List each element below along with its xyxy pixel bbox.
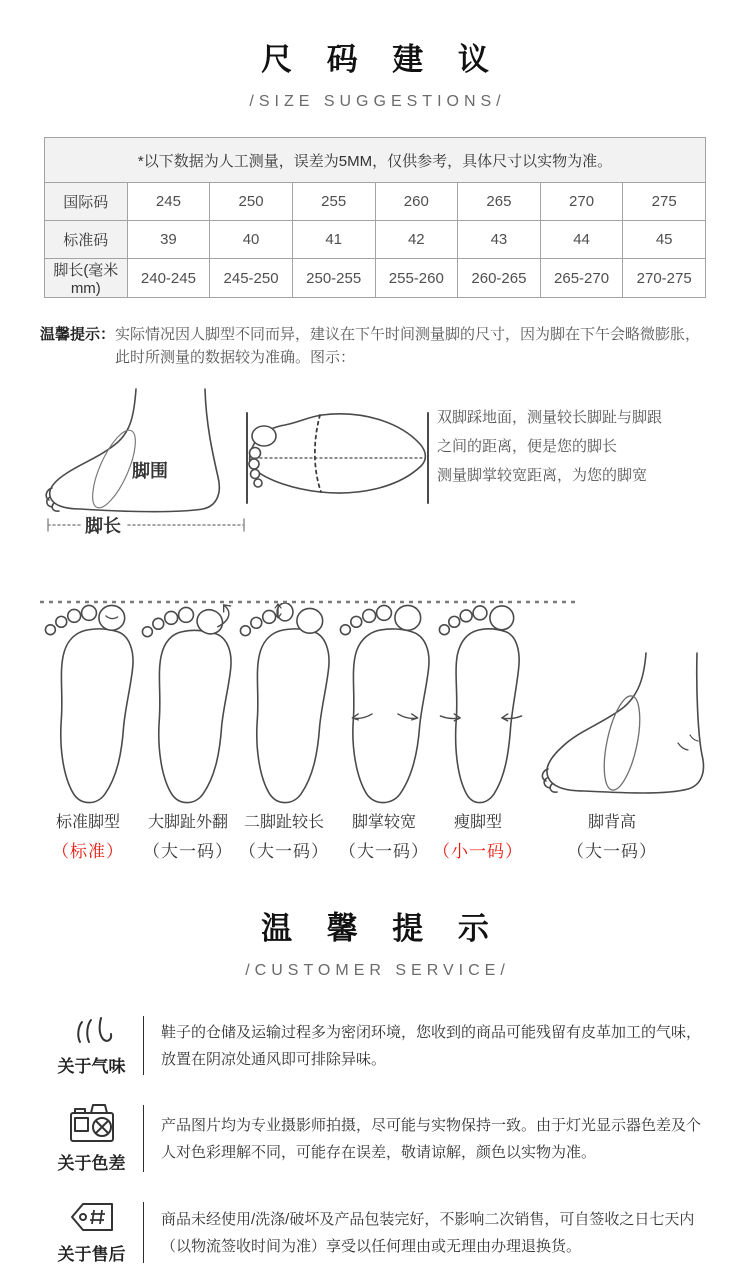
table-cell: 245 <box>127 183 210 221</box>
tip-label: 温馨提示： <box>40 326 116 343</box>
table-cell: 275 <box>623 183 706 221</box>
foot-side-measure-illustration <box>40 385 252 545</box>
foot-types-strip <box>0 593 750 867</box>
table-cell: 260-265 <box>458 259 541 298</box>
foot-type-advice: （小一码） <box>433 842 523 861</box>
service-item-color <box>40 1103 710 1174</box>
foot-type-advice: （大一码） <box>143 842 233 861</box>
table-cell: 43 <box>458 221 541 259</box>
table-cell: 260 <box>375 183 458 221</box>
measure-line-3: 测量脚掌较宽距离，为您的脚宽 <box>437 467 648 484</box>
service-item-aftersale <box>40 1200 710 1265</box>
service-items <box>40 1014 710 1265</box>
measure-instructions <box>437 403 662 490</box>
table-cell: 240-245 <box>127 259 210 298</box>
footprint-long-second-toe-illustration <box>234 603 338 813</box>
foot-type-advice: （大一码） <box>567 842 657 861</box>
service-item-icon-block <box>40 1200 143 1265</box>
row-label: 国际码 <box>45 183 128 221</box>
service-item-odor <box>40 1014 710 1077</box>
foot-type-name: 标准脚型 <box>55 814 120 831</box>
size-section-header <box>0 0 750 111</box>
foot-type-advice: （标准） <box>52 842 124 861</box>
service-item-label: 关于气味 <box>57 1057 126 1076</box>
foot-top-measure-illustration <box>240 401 435 521</box>
table-cell: 44 <box>540 221 623 259</box>
footprint-standard-illustration <box>38 603 142 813</box>
table-row <box>45 183 706 221</box>
table-note-row <box>45 138 706 183</box>
tip-text: 实际情况因人脚型不同而异，建议在下午时间测量脚的尺寸，因为脚在下午会略微膨胀，此时所测量的数据较为准确。图示： <box>115 326 701 366</box>
service-item-icon-block <box>40 1014 143 1077</box>
smell-icon <box>70 1014 114 1046</box>
table-cell: 265 <box>458 183 541 221</box>
table-cell: 39 <box>127 221 210 259</box>
row-label: 标准码 <box>45 221 128 259</box>
foot-type-advice: （大一码） <box>239 842 329 861</box>
table-cell: 45 <box>623 221 706 259</box>
service-item-label: 关于色差 <box>57 1154 126 1173</box>
table-cell: 245-250 <box>210 259 293 298</box>
measure-line-2: 之间的距离，便是您的脚长 <box>437 438 618 455</box>
footprint-bigtoe-valgus-illustration <box>136 603 240 813</box>
table-cell: 40 <box>210 221 293 259</box>
size-section-subtitle: /SIZE SUGGESTIONS/ <box>249 93 506 110</box>
table-cell: 250 <box>210 183 293 221</box>
table-row <box>45 221 706 259</box>
foot-type-name: 瘦脚型 <box>453 814 502 831</box>
table-cell: 270 <box>540 183 623 221</box>
service-item-text: 鞋子的仓储及运输过程多为密闭环境，您收到的商品可能残留有皮革加工的气味，放置在阴凉处通风即可排除异味。 <box>161 1023 702 1068</box>
measuring-diagram <box>0 383 750 561</box>
foot-type-name: 脚背高 <box>587 814 636 831</box>
service-section-subtitle: /CUSTOMER SERVICE/ <box>245 962 510 979</box>
service-item-label: 关于售后 <box>57 1245 126 1264</box>
foot-type-name: 二脚趾较长 <box>243 814 324 831</box>
foot-type-name: 脚掌较宽 <box>351 814 416 831</box>
camera-icon <box>69 1103 115 1143</box>
table-cell: 255 <box>292 183 375 221</box>
foot-type-label <box>547 809 677 862</box>
foot-girth-label: 脚围 <box>132 461 168 481</box>
row-label: 脚长(毫米mm) <box>45 259 128 298</box>
foot-type-label <box>413 809 543 862</box>
measuring-tip <box>40 323 710 369</box>
service-item-text: 产品图片均为专业摄影师拍摄，尽可能与实物保持一致。由于灯光显示器色差及个人对色彩理解不同，可能存在误差，敬请谅解，颜色以实物为准。 <box>161 1116 702 1161</box>
table-row <box>45 259 706 298</box>
table-cell: 41 <box>292 221 375 259</box>
foot-type-advice: （大一码） <box>339 842 429 861</box>
service-item-icon-block <box>40 1103 143 1174</box>
footprint-slim-illustration <box>428 603 532 813</box>
table-cell: 270-275 <box>623 259 706 298</box>
table-cell: 250-255 <box>292 259 375 298</box>
foot-high-instep-illustration <box>538 651 716 809</box>
table-cell: 265-270 <box>540 259 623 298</box>
tag-icon <box>68 1200 116 1234</box>
service-section-header <box>0 903 750 980</box>
size-table <box>44 137 706 298</box>
size-section-title: 尺 码 建 议 <box>261 42 502 77</box>
footprint-wide-illustration <box>332 603 436 813</box>
table-cell: 42 <box>375 221 458 259</box>
foot-type-name: 大脚趾外翻 <box>147 814 228 831</box>
foot-length-label: 脚长 <box>85 516 121 536</box>
service-section-title: 温 馨 提 示 <box>261 911 502 946</box>
table-note: *以下数据为人工测量，误差为5MM，仅供参考，具体尺寸以实物为准。 <box>45 138 706 183</box>
table-cell: 255-260 <box>375 259 458 298</box>
measure-line-1: 双脚踩地面，测量较长脚趾与脚跟 <box>437 409 663 426</box>
service-item-text: 商品未经使用/洗涤/破坏及产品包装完好，不影响二次销售，可自签收之日七天内（以物流签收时间为准）享受以任何理由或无理由办理退换货。 <box>161 1210 695 1255</box>
